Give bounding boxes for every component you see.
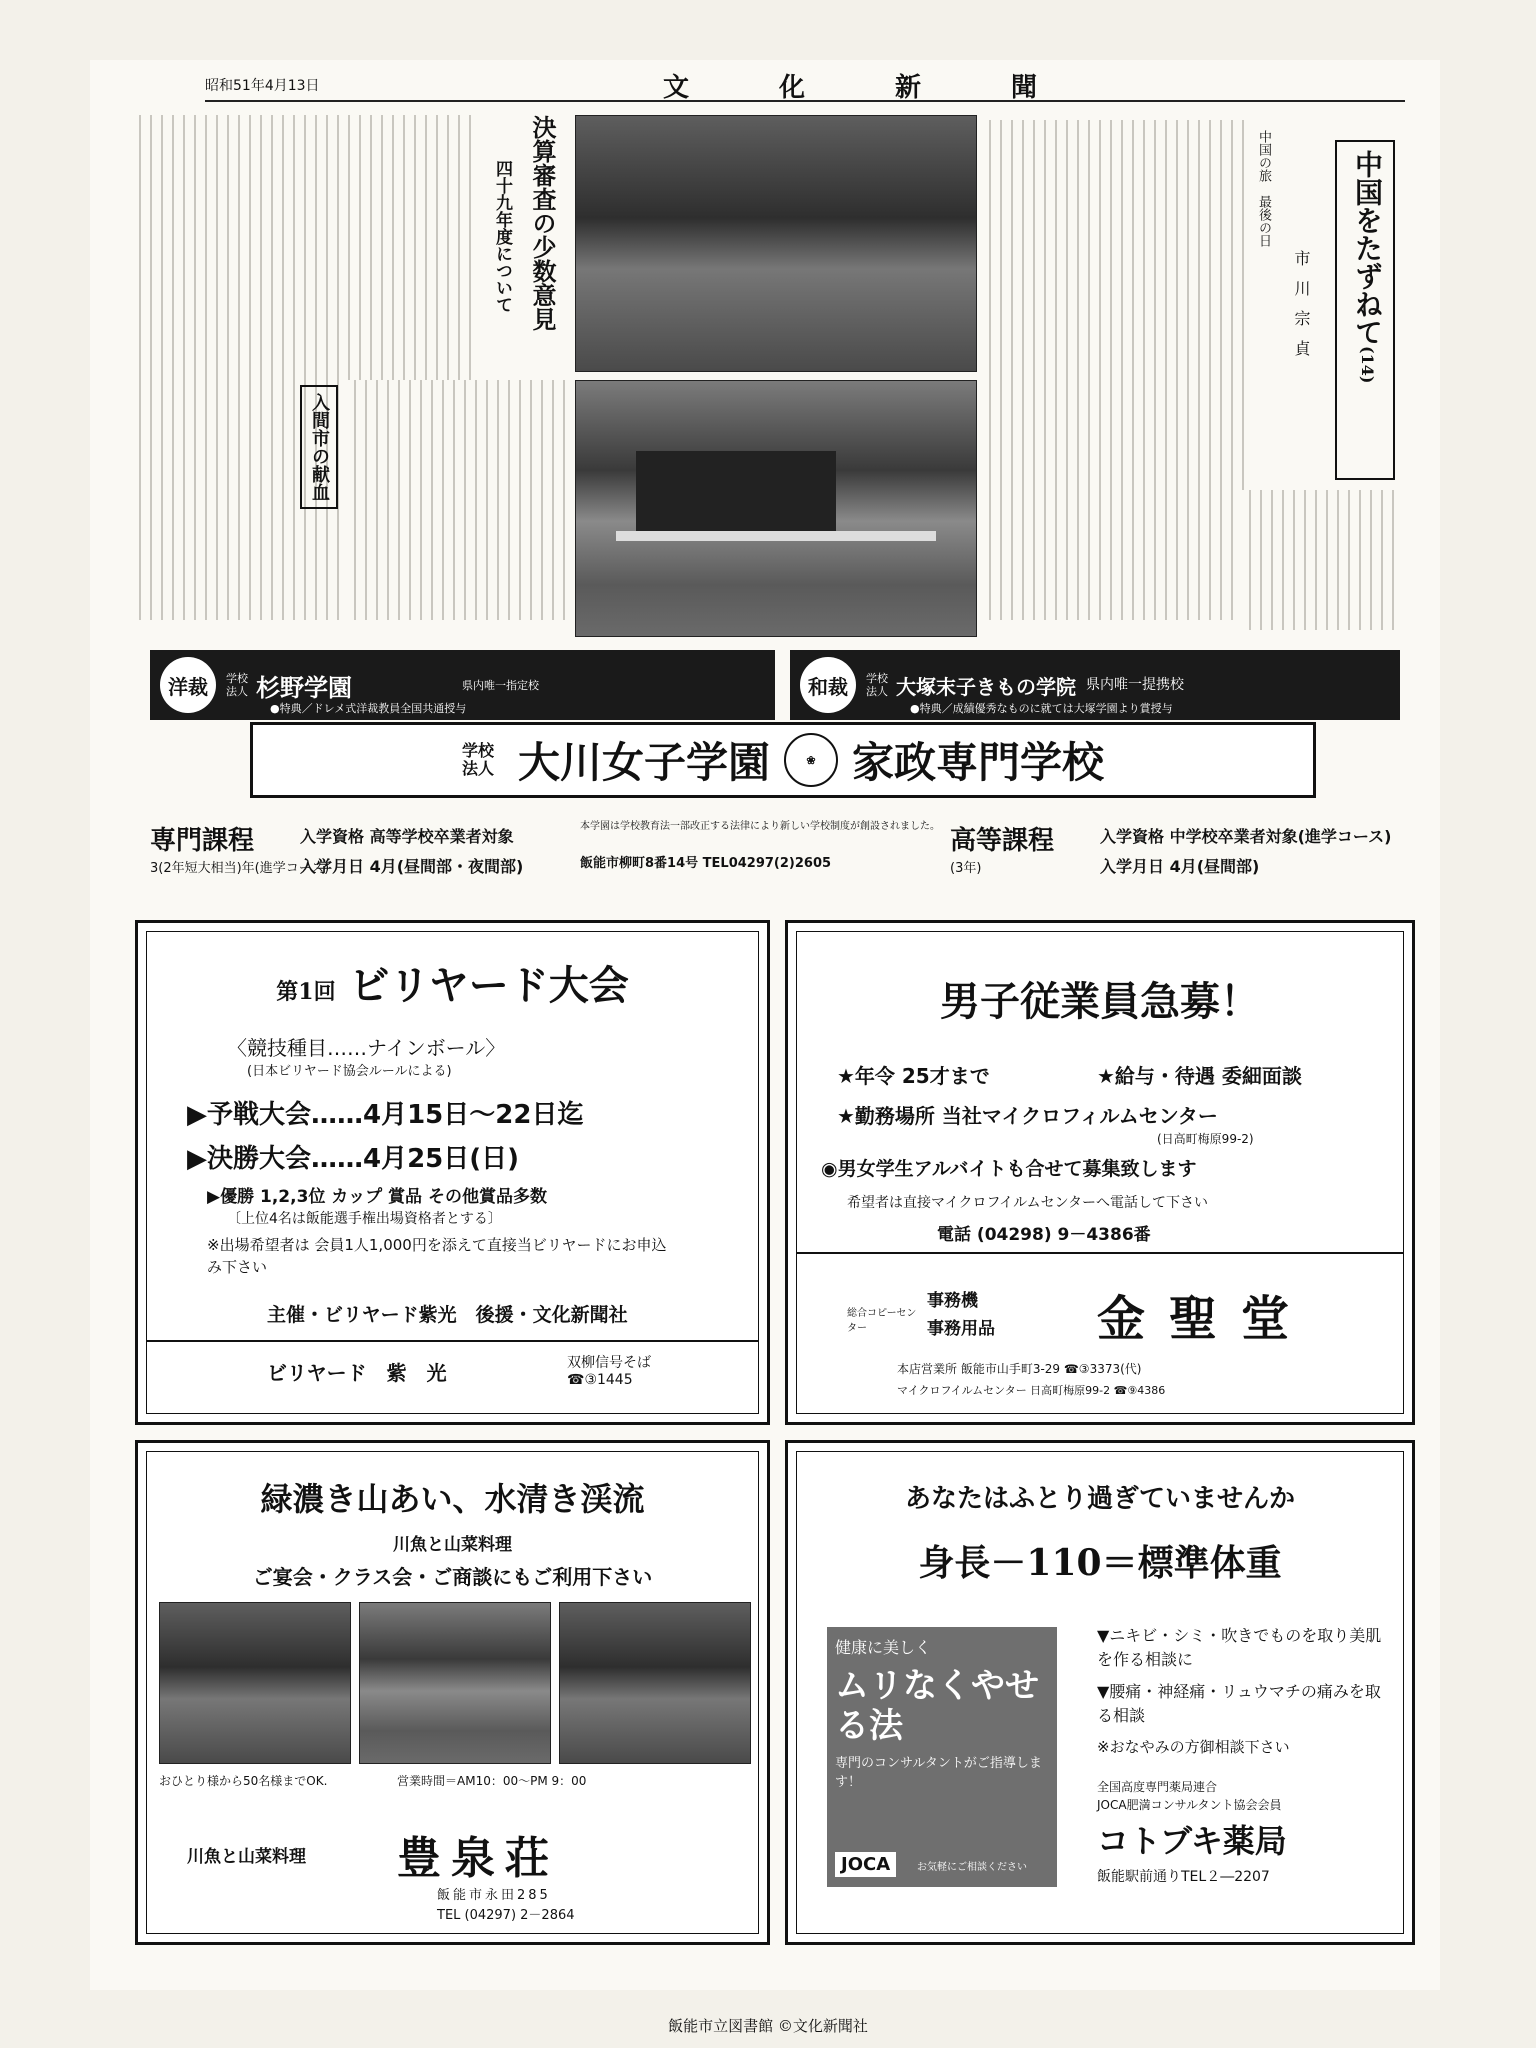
house-photo — [575, 380, 977, 637]
sugino-tag: 学校法人 — [226, 672, 248, 698]
billiard-divider — [147, 1340, 758, 1342]
okawa-school: 家政専門学校 — [852, 738, 1105, 787]
editorial-subtitle: 四十九年度について — [492, 160, 512, 313]
pharmacy-assoc2: JOCA肥満コンサルタント協会会員 — [1097, 1798, 1282, 1812]
billiard-title: ビリヤード大会 — [349, 962, 629, 1009]
billiard-ad — [135, 920, 770, 1425]
recruit-student: ◉男女学生アルバイトも合せて募集致します — [821, 1158, 1197, 1180]
kinseido-center: マイクロフイルムセンター 日高町梅原99-2 ☎⑨4386 — [897, 1384, 1166, 1397]
recruit-ad — [785, 920, 1415, 1425]
book-line1: 健康に美しく — [835, 1638, 932, 1657]
recruit-age: ★年令 25才まで — [837, 1064, 990, 1088]
sugino-name: 杉野学園 — [256, 672, 352, 702]
otsuka-note: 県内唯一提携校 — [1086, 676, 1184, 693]
body-text-right — [980, 120, 1250, 620]
blood-donation-title: 入間市の献血 — [300, 385, 338, 509]
okawa-banner — [250, 722, 1316, 798]
ryokan-frame — [146, 1451, 759, 1934]
kinseido-tag: 総合コピーセンター — [847, 1308, 917, 1334]
recruit-frame — [796, 931, 1404, 1414]
course-specialist — [150, 820, 580, 876]
school-address: 飯能市柳町8番14号 TEL04297(2)2605 — [580, 856, 832, 871]
recruit-tel: 電話 (04298) 9－4386番 — [937, 1225, 1151, 1245]
course2-title: 高等課程 — [950, 826, 1055, 856]
ryokan-capacity: おひとり様から50名様までOK. — [159, 1774, 328, 1788]
otsuka-name: 大塚末子きもの学院 — [896, 674, 1076, 699]
river-photo — [575, 115, 977, 372]
ryokan-use: ご宴会・クラス会・ご商談にもご利用下さい — [252, 1565, 653, 1589]
kinseido-name: 金聖堂 — [1097, 1291, 1314, 1347]
ryokan-photo-3 — [559, 1602, 751, 1764]
editorial-title: 決算審査の少数意見 — [528, 115, 557, 331]
ryokan-photo-1 — [159, 1602, 351, 1764]
ryokan-tagline: 川魚と山菜料理 — [187, 1847, 306, 1867]
book-line3: 専門のコンサルタントがご指導します！ — [835, 1756, 1042, 1790]
course2-month: 入学月日 4月(昼間部) — [1100, 857, 1260, 876]
book-line2: ムリなくやせる法 — [835, 1666, 1039, 1746]
ryokan-name: 豊泉荘 — [397, 1833, 559, 1884]
pharmacy-item1: ▼ニキビ・シミ・吹きでものを取り美肌を作る相談に — [1097, 1626, 1382, 1669]
series-number: (14) — [1358, 346, 1377, 384]
billiard-shop-addr: 双柳信号そば — [567, 1355, 651, 1371]
billiard-pre: 第1回 — [276, 979, 336, 1005]
billiard-entry: ※出場希望者は 会員1人1,000円を添えて直接当ビリヤードにお申込み下さい — [207, 1236, 667, 1276]
sugino-benefit: ●特典／ドレメ式洋裁教員全国共通授与 — [270, 702, 467, 715]
series-title-text: 中国をたずねて — [1351, 150, 1384, 346]
recruit-place: ★勤務場所 当社マイクロフィルムセンター — [837, 1104, 1218, 1128]
body-text-mid — [345, 380, 570, 620]
series-author: 市川宗貞 — [1292, 250, 1311, 370]
pharmacy-item2: ▼腰痛・神経痛・リュウマチの痛みを取る相談 — [1097, 1682, 1381, 1725]
billiard-event: 〈競技種目……ナインボール〉 — [227, 1036, 506, 1060]
course-high — [950, 820, 1400, 876]
otsuka-tag: 学校法人 — [866, 672, 888, 698]
otsuka-benefit: ●特典／成績優秀なものに就ては大塚学園より賞授与 — [910, 702, 1173, 715]
billiard-prelim: ▶予戦大会……4月15日～22日迄 — [187, 1100, 584, 1130]
school-emblem: ❀ — [784, 733, 838, 787]
billiard-rule: (日本ビリヤード協会ルールによる) — [247, 1064, 452, 1079]
kinseido-biz2: 事務用品 — [927, 1319, 995, 1339]
diet-book — [827, 1627, 1057, 1887]
ryokan-tel: TEL (04297) 2－2864 — [437, 1908, 575, 1923]
notice-text: 本学園は学校教育法一部改正する法律により新しい学校制度が創設されました。 — [580, 821, 940, 832]
course2-years: (3年) — [950, 861, 982, 876]
billiard-shop: ビリヤード 紫 光 — [267, 1361, 447, 1385]
pharmacy-item3: ※おなやみの方御相談下さい — [1097, 1738, 1290, 1756]
recruit-contact: 希望者は直接マイクロフイルムセンターへ電話して下さい — [847, 1195, 1209, 1211]
ryokan-headline: 緑濃き山あい、水清き渓流 — [260, 1480, 645, 1518]
wasai-circle: 和裁 — [800, 657, 856, 713]
yosai-circle: 洋裁 — [160, 657, 216, 713]
pharmacy-headline: あなたはふとり過ぎていませんか — [904, 1484, 1295, 1514]
archive-credit: 飯能市立図書館 ©文化新聞社 — [668, 2017, 868, 2035]
billiard-frame — [146, 931, 759, 1414]
okawa-tag: 学校法人 — [461, 741, 494, 778]
ryokan-hours: 営業時間＝AM10：00～PM 9：00 — [397, 1774, 587, 1788]
sugino-note: 県内唯一指定校 — [462, 678, 539, 692]
body-text-right-lower — [1240, 490, 1400, 630]
pharmacy-name: コトブキ薬局 — [1097, 1822, 1287, 1860]
billiard-shop-tel: ☎③1445 — [567, 1372, 633, 1388]
series-subtitle-1: 中国の旅 — [1256, 130, 1271, 182]
school-ad — [150, 650, 1400, 910]
recruit-divider — [797, 1252, 1403, 1254]
joca-logo: JOCA — [835, 1852, 896, 1877]
school-notice — [580, 820, 940, 870]
pharmacy-addr: 飯能駅前通りTEL２―2207 — [1097, 1869, 1270, 1885]
masthead: 文化新聞 — [662, 72, 1127, 103]
billiard-prize: ▶優勝 1,2,3位 カップ 賞品 その他賞品多数 — [207, 1187, 547, 1207]
pharmacy-ad — [785, 1440, 1415, 1945]
course2-target: 入学資格 中学校卒業者対象(進学コース) — [1100, 827, 1392, 846]
recruit-pay: ★給与・待遇 委細面談 — [1097, 1064, 1302, 1088]
ryokan-photo-2 — [359, 1602, 551, 1764]
series-subtitle-2: 最後の日 — [1256, 195, 1271, 247]
series-title — [1335, 140, 1395, 480]
course1-years: 3(2年短大相当)年(進学コース) — [150, 861, 330, 876]
kinseido-biz1: 事務機 — [927, 1291, 978, 1311]
billiard-title-row — [147, 954, 758, 1011]
course1-title: 専門課程 — [150, 826, 255, 856]
billiard-prize-note: 〔上位4名は飯能選手権出場資格者とする〕 — [227, 1211, 502, 1227]
issue-date: 昭和51年4月13日 — [205, 78, 320, 94]
billiard-sponsor: 主催・ビリヤード紫光 後援・文化新聞社 — [267, 1304, 628, 1326]
pharmacy-assoc1: 全国高度専門薬局連合 — [1097, 1780, 1218, 1794]
billiard-final: ▶決勝大会……4月25日(日) — [187, 1144, 520, 1174]
header — [205, 70, 1405, 102]
recruit-title: 男子従業員急募！ — [940, 978, 1260, 1025]
book-ask: お気軽にご相談ください — [917, 1862, 1027, 1873]
series-subtitle — [1255, 130, 1271, 247]
ryokan-ad — [135, 1440, 770, 1945]
course1-target: 入学資格 高等学校卒業者対象 — [300, 827, 514, 846]
okawa-name: 大川女子学園 — [517, 738, 770, 787]
ryokan-addr: 飯能市永田285 — [437, 1888, 551, 1903]
recruit-place-addr: (日高町梅原99-2) — [1157, 1132, 1254, 1146]
ryokan-cuisine: 川魚と山菜料理 — [393, 1535, 512, 1555]
pharmacy-formula: 身長－110＝標準体重 — [918, 1542, 1282, 1584]
kinseido-hq: 本店営業所 飯能市山手町3-29 ☎③3373(代) — [897, 1362, 1142, 1376]
course1-month: 入学月日 4月(昼間部・夜間部) — [300, 857, 524, 876]
pharmacy-frame — [796, 1451, 1404, 1934]
